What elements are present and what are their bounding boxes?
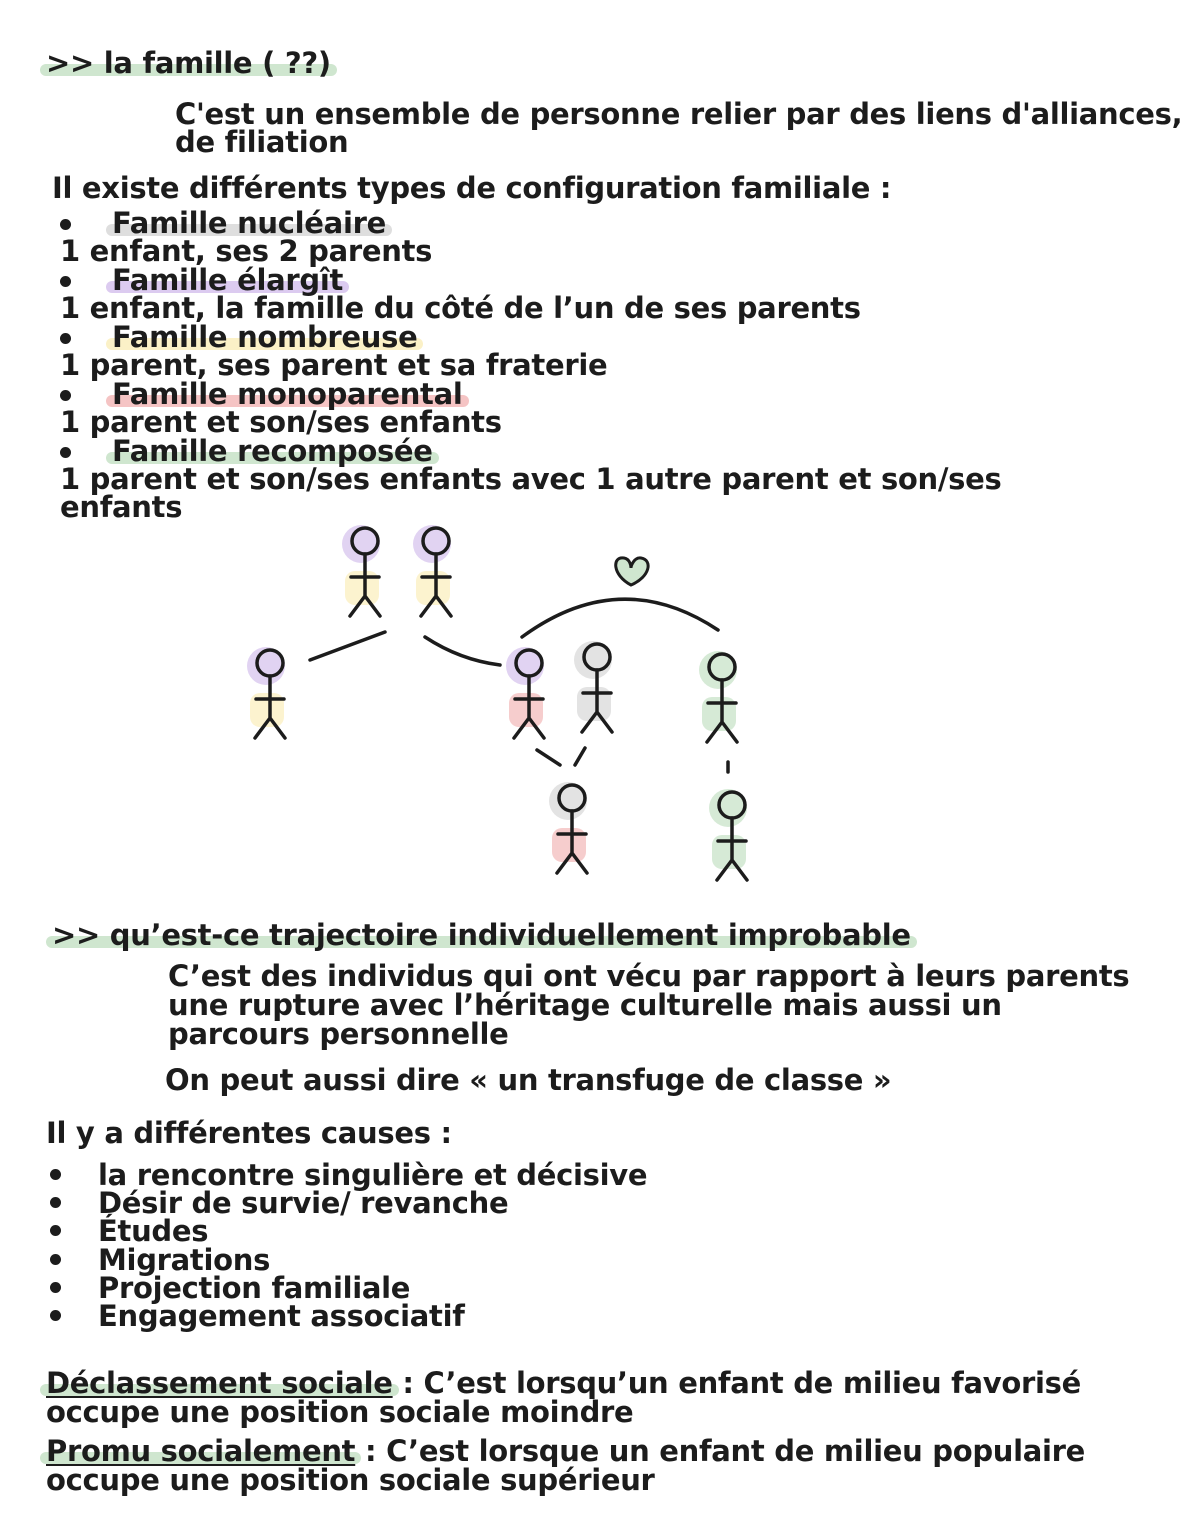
stick-figure bbox=[699, 651, 737, 742]
definition-trajectoire-line2: une rupture avec l’héritage culturelle mais aussi un bbox=[168, 988, 1002, 1022]
type-name-text: Famille nucléaire bbox=[112, 206, 386, 240]
bullet bbox=[50, 1169, 61, 1180]
promu-term: Promu socialement bbox=[46, 1434, 356, 1468]
type-desc: 1 enfant, ses 2 parents bbox=[60, 234, 433, 268]
bullet bbox=[60, 333, 71, 344]
bullet bbox=[60, 447, 71, 458]
type-desc: 1 parent et son/ses enfants avec 1 autre parent et son/ses bbox=[60, 462, 1002, 496]
type-name-text: Famille monoparental bbox=[112, 377, 463, 411]
definition-trajectoire-line3: parcours personnelle bbox=[168, 1017, 509, 1051]
cause-item: Migrations bbox=[98, 1243, 271, 1277]
cause-item: Études bbox=[98, 1214, 209, 1248]
cause-item: Projection familiale bbox=[98, 1271, 411, 1305]
cause-item: Désir de survie/ revanche bbox=[98, 1186, 509, 1220]
stick-figure bbox=[506, 647, 544, 738]
stick-figure bbox=[247, 647, 285, 738]
transfuge-note: On peut aussi dire « un transfuge de classe » bbox=[165, 1063, 892, 1097]
declassement-term: Déclassement sociale bbox=[46, 1366, 393, 1400]
declassement-text: : C’est lorsqu’un enfant de milieu favorisé bbox=[392, 1366, 1081, 1400]
bullet bbox=[60, 390, 71, 401]
heading-text: >> qu’est-ce trajectoire individuellement improbable bbox=[52, 918, 911, 952]
bullet bbox=[50, 1310, 61, 1321]
stick-figure bbox=[709, 789, 747, 880]
promu-line2: occupe une position sociale supérieur bbox=[46, 1463, 655, 1497]
link-line bbox=[310, 632, 385, 660]
type-name-text: Famille recomposée bbox=[112, 434, 433, 468]
cause-item: la rencontre singulière et décisive bbox=[98, 1158, 648, 1192]
heading-famille bbox=[46, 48, 331, 78]
couple-arc bbox=[522, 599, 718, 637]
declassement-line2: occupe une position sociale moindre bbox=[46, 1395, 634, 1429]
bullet bbox=[50, 1197, 61, 1208]
type-name-text: Famille élargît bbox=[112, 263, 344, 297]
promu-text: : C’est lorsque un enfant de milieu populaire bbox=[355, 1434, 1086, 1468]
bullet bbox=[50, 1282, 61, 1293]
heart-icon bbox=[616, 558, 648, 585]
types-intro: Il existe différents types de configuration familiale : bbox=[52, 171, 892, 205]
stick-figure bbox=[342, 525, 380, 616]
link-line bbox=[575, 748, 585, 765]
heading-trajectoire bbox=[52, 920, 911, 950]
definition-trajectoire-line1: C’est des individus qui ont vécu par rapport à leurs parents bbox=[168, 959, 1130, 993]
definition-famille-line2: de filiation bbox=[175, 125, 349, 159]
stick-figure bbox=[413, 525, 451, 616]
cause-item: Engagement associatif bbox=[98, 1299, 465, 1333]
stick-figure bbox=[574, 641, 612, 732]
type-desc-continued: enfants bbox=[60, 490, 183, 524]
causes-intro: Il y a différentes causes : bbox=[46, 1116, 452, 1150]
link-line bbox=[425, 637, 500, 665]
type-name-text: Famille nombreuse bbox=[112, 320, 418, 354]
type-desc: 1 parent et son/ses enfants bbox=[60, 405, 502, 439]
heading-text: >> la famille ( ??) bbox=[46, 46, 331, 80]
declassement-definition bbox=[46, 1368, 1081, 1398]
stick-figure bbox=[549, 782, 587, 873]
type-desc: 1 parent, ses parent et sa fraterie bbox=[60, 348, 608, 382]
definition-famille-line1: C'est un ensemble de personne relier par des liens d'alliances, bbox=[175, 97, 1182, 131]
bullet bbox=[60, 219, 71, 230]
bullet bbox=[50, 1254, 61, 1265]
link-line bbox=[537, 750, 560, 765]
promu-definition bbox=[46, 1436, 1085, 1466]
bullet bbox=[60, 276, 71, 287]
bullet bbox=[50, 1225, 61, 1236]
type-desc: 1 enfant, la famille du côté de l’un de ses parents bbox=[60, 291, 861, 325]
